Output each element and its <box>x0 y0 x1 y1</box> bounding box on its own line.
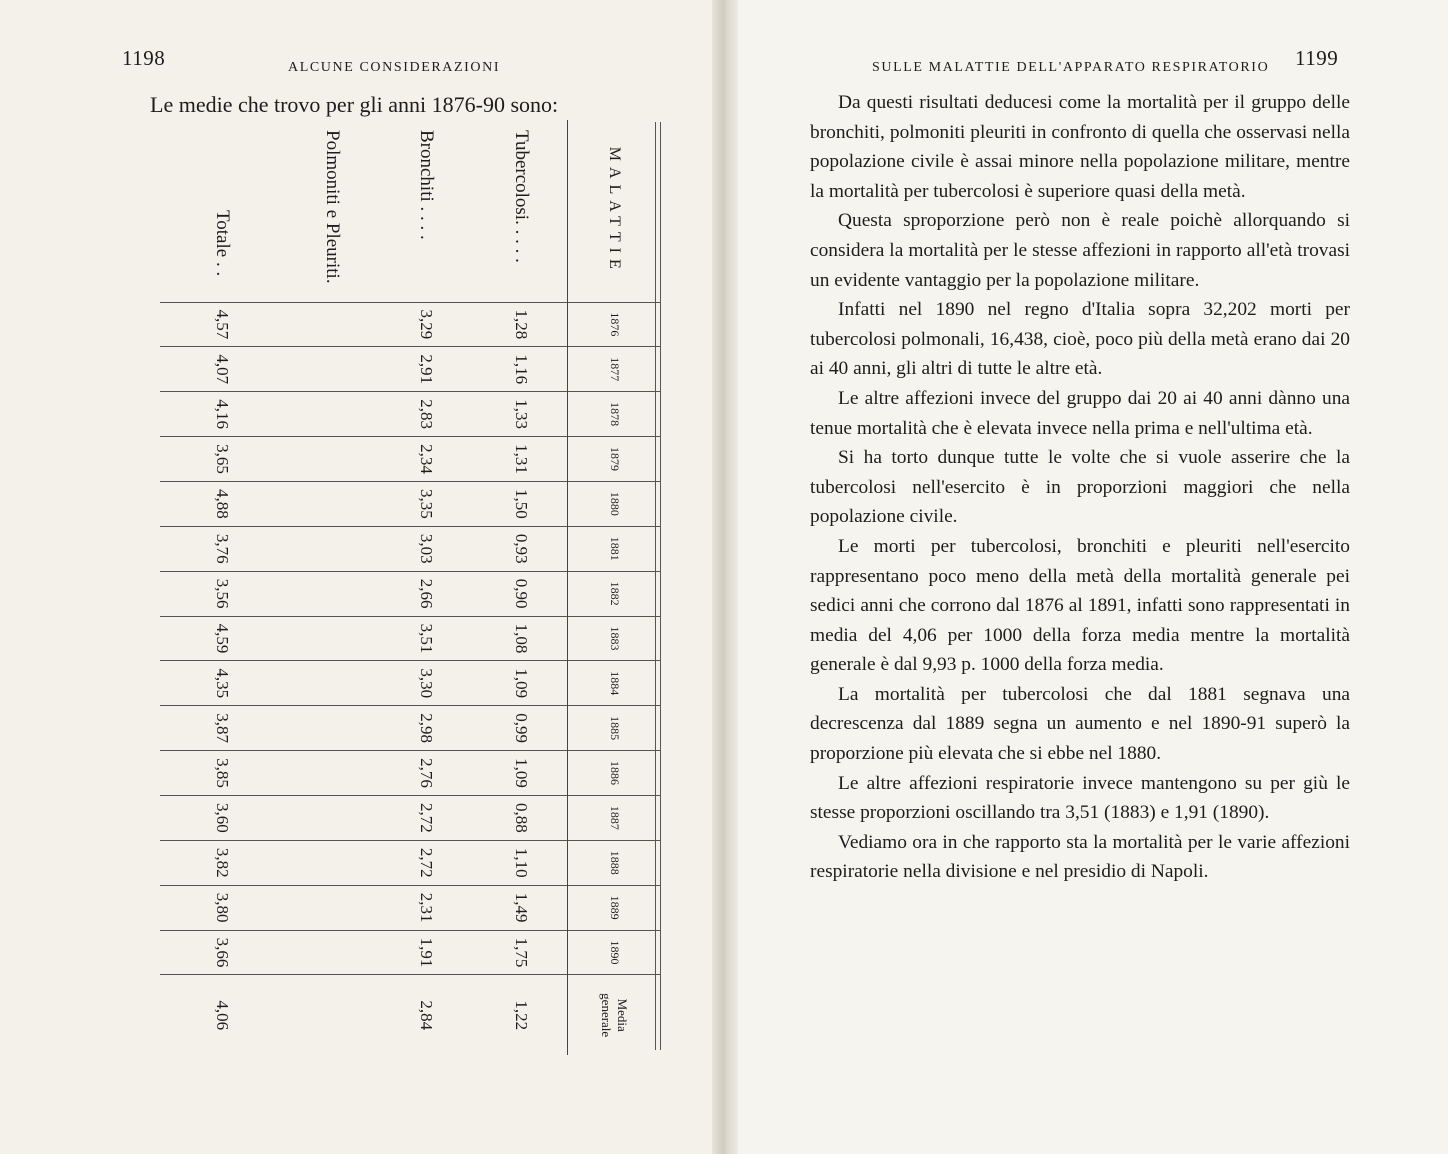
table-cell: 0,99 <box>474 706 568 751</box>
paragraph: Si ha torto dunque tutte le volte che si vuole asserire che la tubercolosi nell'esercito è in proporzioni maggiori che nella popolazione civile. <box>810 447 1350 528</box>
table-row <box>379 120 473 1055</box>
table-row <box>474 120 568 1055</box>
paragraph: Le altre affezioni respiratorie invece mantengono su per giù le stesse proporzioni oscillando tra 3,51 (1883) e 1,91 (1890). <box>810 772 1350 824</box>
table-cell: 2,34 <box>379 437 473 482</box>
header-year: 1888 <box>568 840 660 885</box>
row-label-polmoniti-pleuriti: Polmoniti e Pleuriti. <box>285 120 379 302</box>
table-cell: 3,35 <box>379 481 473 526</box>
table-cell: 3,66 <box>160 930 285 975</box>
paragraph: Questa sproporzione però non è reale poichè allorquando si considera la mortalità per le stesse affezioni in rapporto all'età trovasi un evidente vantaggio per la popolazione militare. <box>810 210 1350 291</box>
header-media-generale: Media generale <box>568 975 660 1055</box>
table-cell: 1,09 <box>474 661 568 706</box>
table-cell: 3,85 <box>160 751 285 796</box>
header-year: 1884 <box>568 661 660 706</box>
table-cell-media: 2,84 <box>417 1000 437 1031</box>
table-cell <box>285 437 379 482</box>
table-cell: 1,33 <box>474 392 568 437</box>
header-year: 1887 <box>568 795 660 840</box>
table-cell: 4,88 <box>160 481 285 526</box>
table-cell: 3,51 <box>379 616 473 661</box>
table-cell-media: 4,06 <box>213 1000 233 1031</box>
table-cell: 3,29 <box>379 302 473 347</box>
table-cell: 3,82 <box>160 840 285 885</box>
header-year: 1886 <box>568 751 660 796</box>
table-cell: 2,66 <box>379 571 473 616</box>
header-year: 1883 <box>568 616 660 661</box>
table-cell <box>285 840 379 885</box>
paragraph: La mortalità per tubercolosi che dal 1881 segnava una decrescenza dal 1889 segna un aumento e nel 1890-91 superò la proporzione più elevata che si ebbe nel 1880. <box>810 683 1350 765</box>
table-cell <box>285 885 379 930</box>
table-cell: 3,76 <box>160 526 285 571</box>
header-year: 1879 <box>568 437 660 482</box>
paragraph: Vediamo ora in che rapporto sta la mortalità per le varie affezioni respiratorie nella divisione e nel presidio di Napoli. <box>810 831 1350 883</box>
header-year: 1882 <box>568 571 660 616</box>
table-cell: 3,80 <box>160 885 285 930</box>
table-cell: 1,49 <box>474 885 568 930</box>
table-cell: 1,75 <box>474 930 568 975</box>
table-cell <box>285 661 379 706</box>
paragraph: Le altre affezioni invece del gruppo dai 20 ai 40 anni dànno una tenue mortalità che è elevata invece nella prima e nell'ultima età. <box>810 387 1350 439</box>
table-cell-media: 1,22 <box>511 1000 531 1031</box>
table-cell: 2,91 <box>379 347 473 392</box>
header-year: 1889 <box>568 885 660 930</box>
row-label-totale: Totale . . <box>160 120 285 302</box>
table-cell <box>285 347 379 392</box>
table-cell: 3,30 <box>379 661 473 706</box>
table-cell: 0,93 <box>474 526 568 571</box>
table-cell: 2,72 <box>379 840 473 885</box>
table-cell: 1,09 <box>474 751 568 796</box>
table-cell <box>285 706 379 751</box>
header-year: 1890 <box>568 930 660 975</box>
table-cell-media <box>285 975 379 1055</box>
header-year: 1877 <box>568 347 660 392</box>
row-label-tubercolosi: Tubercolosi. . . . . <box>474 120 568 302</box>
table-outer-rule-2 <box>660 122 661 1050</box>
table-cell <box>285 571 379 616</box>
body-text <box>810 88 1350 887</box>
table-cell <box>285 616 379 661</box>
table-cell: 3,65 <box>160 437 285 482</box>
header-year: 1885 <box>568 706 660 751</box>
right-page-number: 1199 <box>1295 46 1339 70</box>
table-cell: 3,87 <box>160 706 285 751</box>
table-cell <box>285 930 379 975</box>
paragraph: Infatti nel 1890 nel regno d'Italia sopra 32,202 morti per tubercolosi polmonali, 16,438, cioè, poco più della metà erano dai 20 ai 40 anni, gli altri di tutte le altre età. <box>810 299 1350 380</box>
table-cell: 1,16 <box>474 347 568 392</box>
table-cell <box>285 392 379 437</box>
book-gutter <box>712 0 738 1154</box>
header-year: 1876 <box>568 302 660 347</box>
table-cell: 4,16 <box>160 392 285 437</box>
table-cell: 1,10 <box>474 840 568 885</box>
table-cell <box>285 302 379 347</box>
header-year: 1881 <box>568 526 660 571</box>
table-header-row <box>568 120 660 1055</box>
mortality-table <box>160 120 660 1055</box>
header-year: 1878 <box>568 392 660 437</box>
row-label-bronchiti: Bronchiti . . . . <box>379 120 473 302</box>
header-malattie: MALATTIE <box>568 120 660 302</box>
table-cell: 1,08 <box>474 616 568 661</box>
table-cell <box>285 795 379 840</box>
table-cell: 1,91 <box>379 930 473 975</box>
left-page-number: 1198 <box>122 46 166 70</box>
paragraph: Da questi risultati deducesi come la mortalità per il gruppo delle bronchiti, polmoniti pleuriti in confronto di quella che osservasi nella popolazione civile è assai minore nella popolazione militare, mentre la mortalità per tubercolosi è superiore quasi della metà. <box>810 92 1350 202</box>
table-row-total <box>160 120 285 1055</box>
table-cell: 3,60 <box>160 795 285 840</box>
table-cell <box>285 481 379 526</box>
table-cell: 3,03 <box>379 526 473 571</box>
table-cell: 0,88 <box>474 795 568 840</box>
table-cell: 3,56 <box>160 571 285 616</box>
table-cell: 2,76 <box>379 751 473 796</box>
table-cell: 0,90 <box>474 571 568 616</box>
left-running-header: ALCUNE CONSIDERAZIONI <box>288 60 501 75</box>
table-cell: 2,72 <box>379 795 473 840</box>
table-cell: 2,98 <box>379 706 473 751</box>
paragraph: Le morti per tubercolosi, bronchiti e pleuriti nell'esercito rappresentano poco meno della metà della mortalità generale pei sedici anni che corrono dal 1876 al 1891, infatti sono rappresentati in media del 4,06 per 1000 della forza media mentre la mortalità generale è dal 9,93 p. 1000 della forza media. <box>810 535 1350 676</box>
table-cell: 1,50 <box>474 481 568 526</box>
table-cell <box>285 751 379 796</box>
table-cell: 4,35 <box>160 661 285 706</box>
right-running-header: SULLE MALATTIE DELL'APPARATO RESPIRATORIO <box>872 60 1270 75</box>
rotated-table-container <box>120 120 660 1055</box>
table-cell <box>285 526 379 571</box>
table-cell: 4,07 <box>160 347 285 392</box>
table-intro: Le medie che trovo per gli anni 1876-90 sono: <box>150 92 559 117</box>
table-cell: 4,59 <box>160 616 285 661</box>
table-cell: 1,28 <box>474 302 568 347</box>
header-year: 1880 <box>568 481 660 526</box>
table-cell: 4,57 <box>160 302 285 347</box>
table-cell: 1,31 <box>474 437 568 482</box>
table-cell: 2,83 <box>379 392 473 437</box>
table-row <box>285 120 379 1055</box>
table-cell: 2,31 <box>379 885 473 930</box>
